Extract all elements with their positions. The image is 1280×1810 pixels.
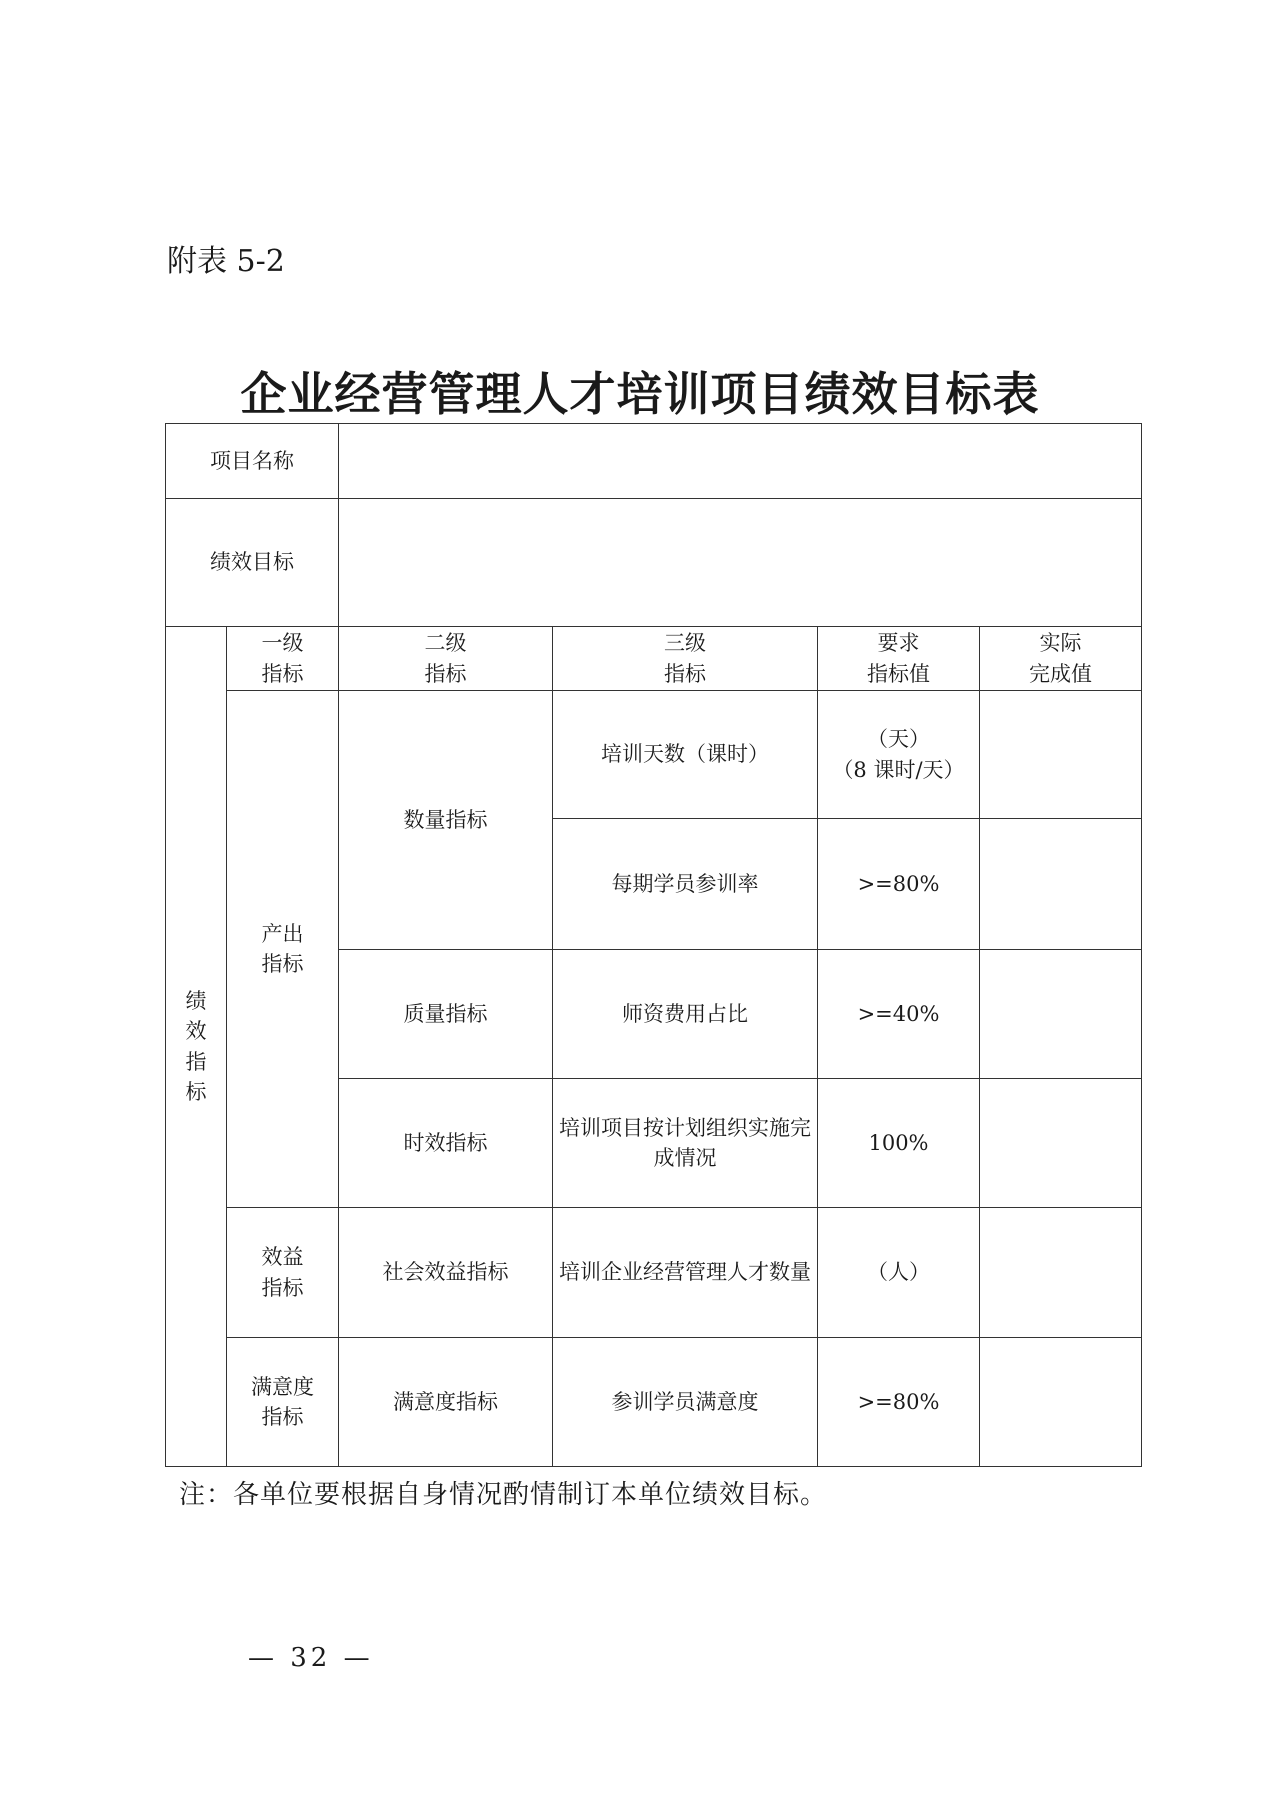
actual-cell[interactable] (980, 1208, 1142, 1338)
goal-field[interactable] (339, 499, 1142, 627)
level3-cell: 参训学员满意度 (553, 1338, 818, 1467)
project-name-row (166, 424, 1142, 499)
footnote: 注：各单位要根据自身情况酌情制订本单位绩效目标。 (179, 1480, 828, 1510)
target-cell: >=80% (818, 819, 980, 950)
goal-label: 绩效目标 (166, 499, 339, 627)
project-name-field[interactable] (339, 424, 1142, 499)
header-level3: 三级 指标 (553, 627, 818, 691)
level3-cell: 师资费用占比 (553, 950, 818, 1079)
header-level2: 二级 指标 (339, 627, 553, 691)
header-row (166, 627, 1142, 691)
level1-satisfaction: 满意度 指标 (227, 1338, 339, 1467)
level2-cell: 时效指标 (339, 1079, 553, 1208)
level2-cell: 数量指标 (339, 691, 553, 950)
target-cell: 100% (818, 1079, 980, 1208)
header-target: 要求 指标值 (818, 627, 980, 691)
actual-cell[interactable] (980, 1338, 1142, 1467)
appendix-label: 附表 5-2 (167, 244, 285, 279)
level1-benefit: 效益 指标 (227, 1208, 339, 1338)
indicator-group-label: 绩 效 指 标 (166, 627, 227, 1467)
actual-cell[interactable] (980, 819, 1142, 950)
level3-cell: 培训企业经营管理人才数量 (553, 1208, 818, 1338)
document-title: 企业经营管理人才培训项目绩效目标表 (240, 367, 1040, 421)
project-name-label: 项目名称 (166, 424, 339, 499)
header-level1: 一级 指标 (227, 627, 339, 691)
target-cell: >=80% (818, 1338, 980, 1467)
table-row (166, 1208, 1142, 1338)
performance-goal-table (165, 423, 1142, 1467)
table-row (166, 1338, 1142, 1467)
table-row (166, 691, 1142, 819)
goal-row (166, 499, 1142, 627)
actual-cell[interactable] (980, 950, 1142, 1079)
level1-output: 产出 指标 (227, 691, 339, 1208)
level2-cell: 社会效益指标 (339, 1208, 553, 1338)
target-cell: （人） (818, 1208, 980, 1338)
actual-cell[interactable] (980, 1079, 1142, 1208)
page-number: — 32 — (248, 1643, 374, 1673)
actual-cell[interactable] (980, 691, 1142, 819)
level3-cell: 培训项目按计划组织实施完成情况 (553, 1079, 818, 1208)
level3-cell: 培训天数（课时） (553, 691, 818, 819)
target-cell: >=40% (818, 950, 980, 1079)
level2-cell: 质量指标 (339, 950, 553, 1079)
level3-cell: 每期学员参训率 (553, 819, 818, 950)
level2-cell: 满意度指标 (339, 1338, 553, 1467)
target-cell: （天） （8 课时/天） (818, 691, 980, 819)
header-actual: 实际 完成值 (980, 627, 1142, 691)
